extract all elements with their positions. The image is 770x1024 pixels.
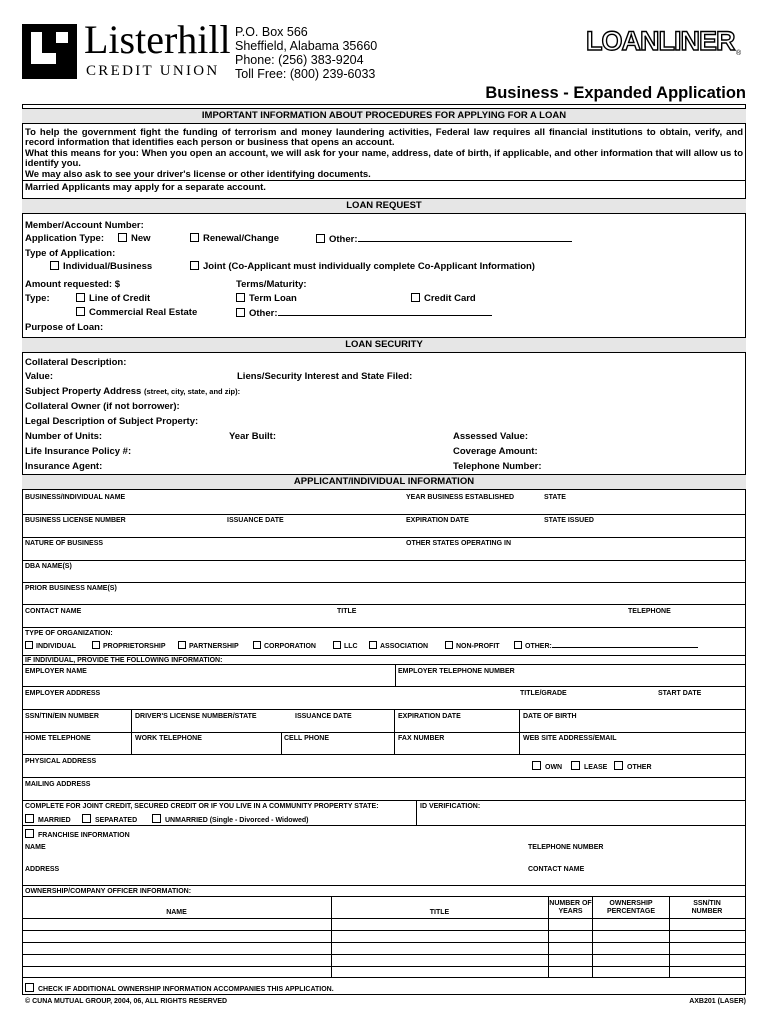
member-number-label: Member/Account Number: (25, 220, 144, 231)
insurance-telephone-label: Telephone Number: (453, 461, 542, 472)
checkbox-icon[interactable] (25, 641, 33, 649)
checkbox-icon[interactable] (178, 641, 186, 649)
form-title: Business - Expanded Application (485, 84, 746, 102)
franchise-telephone-label: TELEPHONE NUMBER (528, 844, 604, 851)
franchise-address-label: ADDRESS (25, 866, 60, 873)
checkbox-icon[interactable] (614, 761, 623, 770)
commercial-real-estate-checkbox[interactable]: Commercial Real Estate (76, 307, 197, 318)
work-telephone-label: WORK TELEPHONE (135, 735, 202, 742)
other-app-type-checkbox[interactable]: Other: (316, 233, 572, 245)
info-heading: IMPORTANT INFORMATION ABOUT PROCEDURES FOR APPLYING FOR A LOAN (22, 108, 746, 124)
nature-of-business-label: NATURE OF BUSINESS (25, 540, 104, 547)
checkbox-icon[interactable] (190, 233, 199, 242)
term-loan-checkbox[interactable]: Term Loan (236, 293, 297, 304)
loan-request-heading: LOAN REQUEST (22, 198, 746, 214)
owner-years-header: NUMBER OF YEARS (549, 900, 592, 915)
org-proprietorship-checkbox[interactable]: PROPRIETORSHIP (92, 641, 166, 650)
ownership-section-label: OWNERSHIP/COMPANY OFFICER INFORMATION: (25, 888, 192, 895)
loanliner-logo: LOANLINER (586, 26, 735, 56)
owner-name-header: NAME (166, 909, 187, 916)
joint-credit-label: COMPLETE FOR JOINT CREDIT, SECURED CREDIT OR IF YOU LIVE IN A COMMUNITY PROPERTY STATE: (25, 803, 379, 810)
contact-title-label: TITLE (337, 608, 357, 615)
purpose-of-loan-label: Purpose of Loan: (25, 322, 104, 333)
checkbox-icon[interactable] (25, 814, 34, 823)
checkbox-icon[interactable] (76, 307, 85, 316)
type-of-organization-label: TYPE OF ORGANIZATION: (25, 630, 113, 637)
checkbox-icon[interactable] (118, 233, 127, 242)
employer-telephone-label: EMPLOYER TELEPHONE NUMBER (398, 668, 515, 675)
cu-logo-name: Listerhill (84, 17, 231, 62)
org-individual-checkbox[interactable]: INDIVIDUAL (25, 641, 76, 650)
cu-address-block (235, 25, 377, 81)
home-telephone-label: HOME TELEPHONE (25, 735, 91, 742)
other-loan-type-checkbox[interactable]: Other: (236, 307, 492, 319)
amount-requested-label: Amount requested: $ (25, 279, 121, 290)
cu-address-line1: P.O. Box 566 (235, 25, 308, 39)
fax-number-label: FAX NUMBER (398, 735, 445, 742)
checkbox-icon[interactable] (50, 261, 59, 270)
other-app-type-field[interactable] (358, 233, 572, 242)
checkbox-icon[interactable] (571, 761, 580, 770)
loan-type-label: Type: (25, 293, 50, 304)
own-checkbox[interactable]: OWN (532, 761, 562, 771)
checkbox-icon[interactable] (76, 293, 85, 302)
license-issuance-date-label: ISSUANCE DATE (227, 517, 284, 524)
website-email-label: WEB SITE ADDRESS/EMAIL (523, 735, 617, 742)
line-of-credit-checkbox[interactable]: Line of Credit (76, 293, 150, 304)
registered-mark: ® (736, 50, 742, 57)
org-partnership-checkbox[interactable]: PARTNERSHIP (178, 641, 239, 650)
owner-ssn-header: SSN/TIN NUMBER (691, 900, 723, 915)
checkbox-icon[interactable] (253, 641, 261, 649)
franchise-contact-label: CONTACT NAME (528, 866, 585, 873)
form-number: AXB201 (LASER) (689, 998, 746, 1005)
org-corporation-checkbox[interactable]: CORPORATION (253, 641, 316, 650)
liens-label: Liens/Security Interest and State Filed: (237, 371, 413, 382)
joint-checkbox[interactable]: Joint (Co-Applicant must individually complete Co-Applicant Information) (190, 261, 535, 272)
life-insurance-label: Life Insurance Policy #: (25, 446, 132, 457)
contact-telephone-label: TELEPHONE (628, 608, 671, 615)
coverage-amount-label: Coverage Amount: (453, 446, 538, 457)
employer-name-label: EMPLOYER NAME (25, 668, 87, 675)
application-type-label: Application Type: (25, 233, 104, 244)
other-loan-type-field[interactable] (278, 307, 492, 316)
year-established-label: YEAR BUSINESS ESTABLISHED (406, 494, 514, 501)
married-checkbox[interactable]: MARRIED (25, 814, 71, 824)
checkbox-icon[interactable] (236, 308, 245, 317)
info-paragraph-3: We may also ask to see your driver's license or other identifying documents. (25, 169, 371, 180)
dl-issuance-date-label: ISSUANCE DATE (295, 713, 352, 720)
info-paragraph-1: To help the government fight the funding of terrorism and money laundering activities, Federal law requires all financial institutions to obtain, verify, and record information that identifies each person or business that opens an account. (25, 127, 743, 148)
start-date-label: START DATE (658, 690, 702, 697)
collateral-owner-label: Collateral Owner (if not borrower): (25, 401, 180, 412)
checkbox-icon[interactable] (411, 293, 420, 302)
franchise-checkbox[interactable]: FRANCHISE INFORMATION (25, 829, 130, 839)
cu-tollfree: Toll Free: (800) 239-6033 (235, 67, 376, 81)
checkbox-icon[interactable] (316, 234, 325, 243)
other-residence-checkbox[interactable]: OTHER (614, 761, 652, 771)
org-other-field[interactable] (552, 641, 698, 648)
cell-phone-label: CELL PHONE (284, 735, 329, 742)
year-built-label: Year Built: (229, 431, 276, 442)
lease-checkbox[interactable]: LEASE (571, 761, 607, 771)
org-nonprofit-checkbox[interactable]: NON-PROFIT (445, 641, 500, 650)
checkbox-icon[interactable] (152, 814, 161, 823)
business-license-label: BUSINESS LICENSE NUMBER (25, 517, 126, 524)
org-llc-checkbox[interactable]: LLC (333, 641, 358, 650)
collateral-description-label: Collateral Description: (25, 357, 127, 368)
dl-expiration-date-label: EXPIRATION DATE (398, 713, 461, 720)
legal-description-label: Legal Description of Subject Property: (25, 416, 199, 427)
business-name-label: BUSINESS/INDIVIDUAL NAME (25, 494, 126, 501)
license-expiration-date-label: EXPIRATION DATE (406, 517, 469, 524)
checkbox-icon[interactable] (236, 293, 245, 302)
mailing-address-label: MAILING ADDRESS (25, 781, 91, 788)
individual-business-checkbox[interactable]: Individual/Business (50, 261, 152, 272)
title-grade-label: TITLE/GRADE (520, 690, 567, 697)
loan-security-heading: LOAN SECURITY (22, 337, 746, 353)
checkbox-icon[interactable] (25, 829, 34, 838)
additional-ownership-checkbox[interactable]: CHECK IF ADDITIONAL OWNERSHIP INFORMATION ACCOMPANIES THIS APPLICATION. (25, 983, 334, 993)
state-label: STATE (544, 494, 566, 501)
physical-address-label: PHYSICAL ADDRESS (25, 758, 97, 765)
applicant-heading: APPLICANT/INDIVIDUAL INFORMATION (22, 474, 746, 490)
dba-names-label: DBA NAME(S) (25, 563, 72, 570)
prior-business-names-label: PRIOR BUSINESS NAME(S) (25, 585, 117, 592)
checkbox-icon[interactable] (92, 641, 100, 649)
value-label: Value: (25, 371, 53, 382)
ssn-label: SSN/TIN/EIN NUMBER (25, 713, 99, 720)
owner-percentage-header: OWNERSHIP PERCENTAGE (606, 900, 656, 915)
copyright-text: © CUNA MUTUAL GROUP, 2004, 06, ALL RIGHTS RESERVED (25, 998, 228, 1005)
employer-address-label: EMPLOYER ADDRESS (25, 690, 101, 697)
credit-card-checkbox[interactable]: Credit Card (411, 293, 476, 304)
checkbox-icon[interactable] (82, 814, 91, 823)
cu-logo-sub: CREDIT UNION (86, 63, 220, 79)
terms-maturity-label: Terms/Maturity: (236, 279, 307, 290)
drivers-license-label: DRIVER'S LICENSE NUMBER/STATE (135, 713, 257, 720)
contact-name-label: CONTACT NAME (25, 608, 82, 615)
assessed-value-label: Assessed Value: (453, 431, 528, 442)
info-paragraph-2: What this means for you: When you open an account, we will ask for your name, address, date of birth, if applicable, and other information that will allow us to identify you. (25, 148, 743, 169)
franchise-name-label: NAME (25, 844, 46, 851)
date-of-birth-label: DATE OF BIRTH (523, 713, 577, 720)
if-individual-label: IF INDIVIDUAL, PROVIDE THE FOLLOWING INFORMATION: (25, 657, 223, 664)
subject-property-label: Subject Property Address (street, city, state, and zip): (25, 386, 241, 397)
checkbox-icon[interactable] (532, 761, 541, 770)
checkbox-icon[interactable] (514, 641, 522, 649)
checkbox-icon[interactable] (190, 261, 199, 270)
info-paragraph-4: Married Applicants may apply for a separate account. (25, 182, 266, 193)
org-association-checkbox[interactable]: ASSOCIATION (369, 641, 428, 650)
renewal-checkbox[interactable]: Renewal/Change (190, 233, 279, 244)
unmarried-checkbox[interactable]: UNMARRIED (Single - Divorced - Widowed) (152, 814, 308, 824)
number-of-units-label: Number of Units: (25, 431, 103, 442)
checkbox-icon[interactable] (25, 983, 34, 992)
cu-phone: Phone: (256) 383-9204 (235, 53, 364, 67)
state-issued-label: STATE ISSUED (544, 517, 594, 524)
cu-logo-mark (22, 24, 77, 79)
separated-checkbox[interactable]: SEPARATED (82, 814, 137, 824)
checkbox-icon[interactable] (369, 641, 377, 649)
checkbox-icon[interactable] (445, 641, 453, 649)
type-of-application-label: Type of Application: (25, 248, 116, 259)
id-verification-label: ID VERIFICATION: (420, 803, 481, 810)
checkbox-icon[interactable] (333, 641, 341, 649)
cu-address-line2: Sheffield, Alabama 35660 (235, 39, 378, 53)
other-states-label: OTHER STATES OPERATING IN (406, 540, 512, 547)
insurance-agent-label: Insurance Agent: (25, 461, 103, 472)
org-other-checkbox[interactable]: OTHER: (514, 641, 698, 650)
new-checkbox[interactable]: New (118, 233, 151, 244)
owner-title-header: TITLE (429, 909, 450, 916)
